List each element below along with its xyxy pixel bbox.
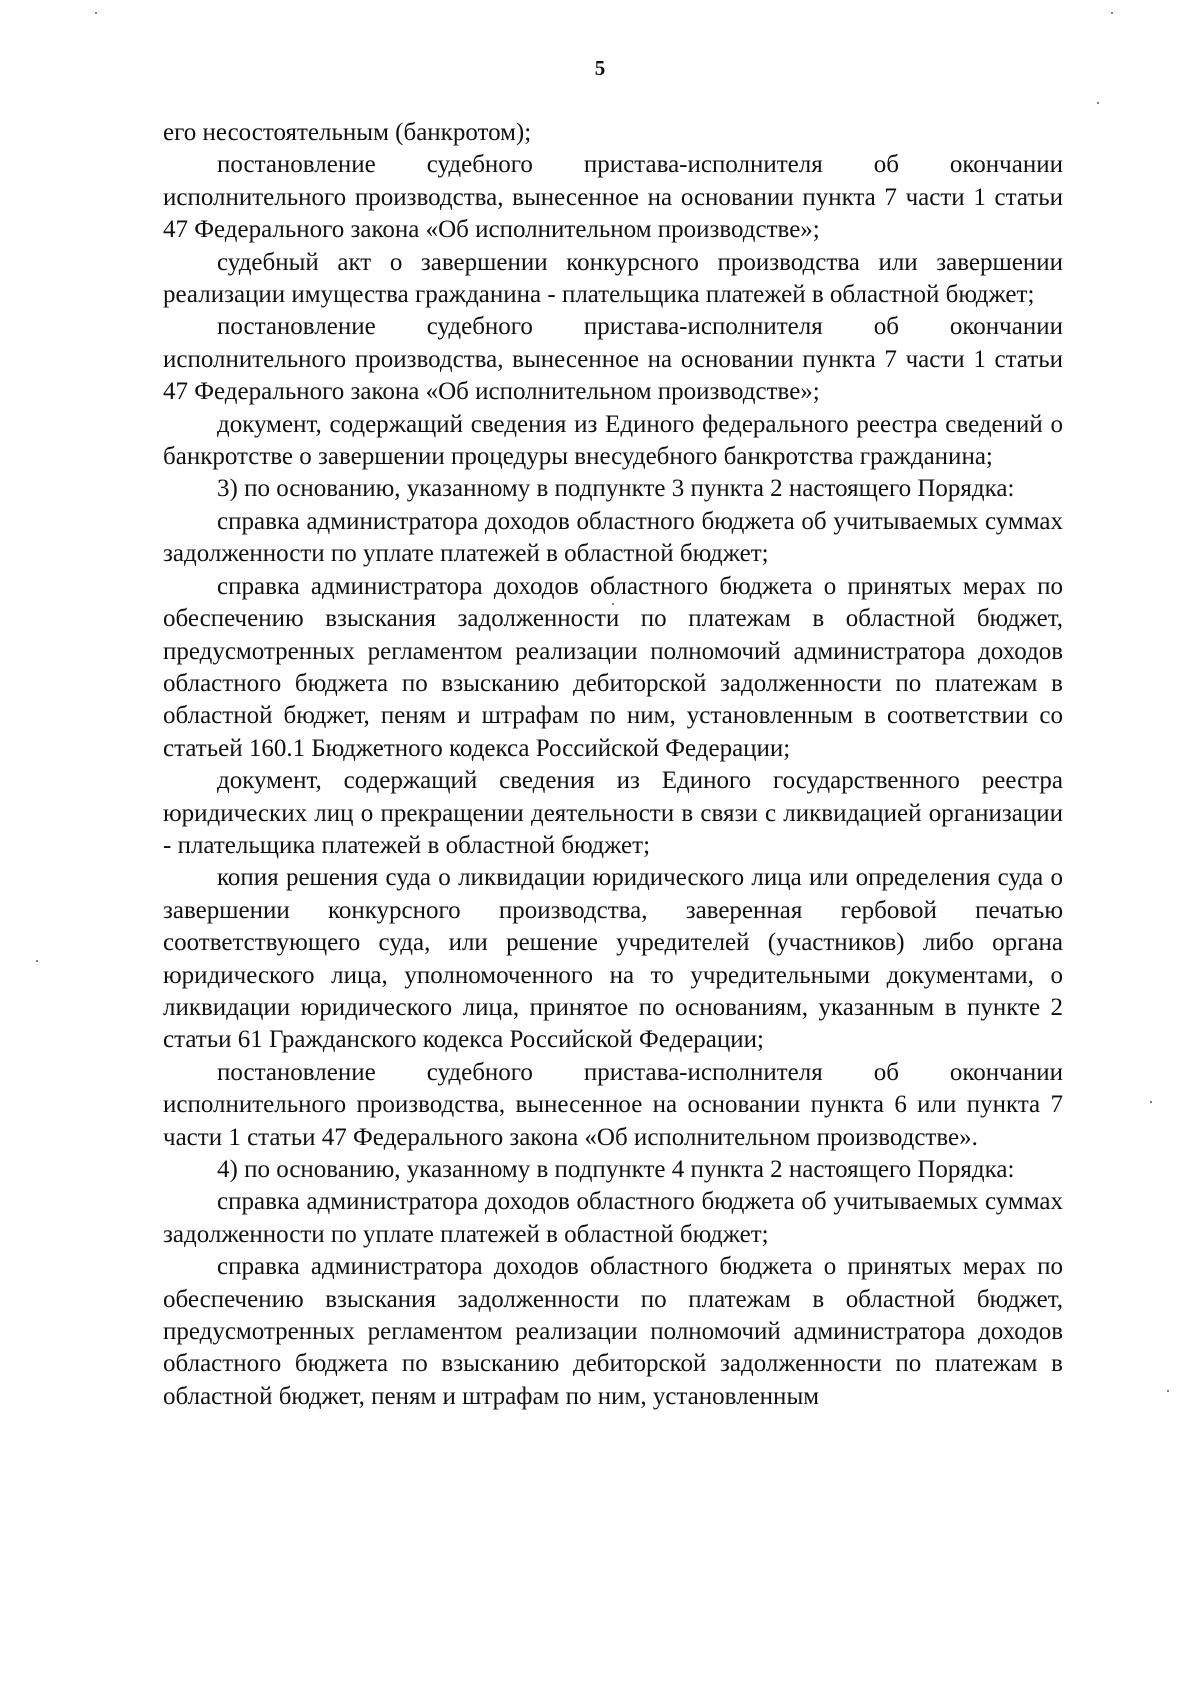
scan-speck [1150,1101,1152,1103]
paragraph: судебный акт о завершении конкурсного производства или завершении реализации имущества гражданина - плательщика платежей в областной бюджет; [163,248,1063,309]
paragraph: справка администратора доходов областного бюджета об учитываемых суммах задолженности по уплате платежей в областной бюджет; [163,507,1063,568]
paragraph: справка администратора доходов областного бюджета о принятых мерах по обеспечению взыскания задолженности по платежам в областной бюджет, предусмотренных регламентом реализации полномочий администратора доходов областного бюджета по взысканию дебиторской задолженности по платежам в областной бюджет, пеням и штрафам по ним, установленным [163,1253,1063,1410]
paragraph: справка администратора доходов областного бюджета об учитываемых суммах задолженности по уплате платежей в областной бюджет; [163,1188,1063,1248]
page-number: 5 [594,56,606,80]
scan-speck [95,12,97,14]
scan-speck [36,960,38,962]
scan-speck [1111,12,1113,14]
paragraph: 3) по основанию, указанному в подпункте 3 пункта 2 настоящего Порядка: [217,475,1015,503]
scan-speck [1097,102,1099,104]
document-body [163,117,1063,1413]
scan-speck [612,603,614,605]
paragraph: 4) по основанию, указанному в подпункте 4 пункта 2 настоящего Порядка: [217,1156,1015,1183]
paragraph: документ, содержащий сведения из Единого федерального реестра сведений о банкротстве о завершении процедуры внесудебного банкротства гражданина; [163,410,1063,471]
paragraph: постановление судебного пристава-исполнителя об окончании исполнительного производства, вынесенное на основании пункта 7 части 1 статьи 47 Федерального закона «Об исполнительном производстве»; [163,313,1063,406]
paragraph: постановление судебного пристава-исполнителя об окончании исполнительного производства, вынесенное на основании пункта 6 или пункта 7 части 1 статьи 47 Федерального закона «Об исполнительном производстве». [163,1058,1063,1151]
paragraph: документ, содержащий сведения из Единого государственного реестра юридических лиц о прекращении деятельности в связи с ликвидацией организации - плательщика платежей в областной бюджет; [163,767,1063,859]
scan-speck [1167,1390,1169,1392]
paragraph: постановление судебного пристава-исполнителя об окончании исполнительного производства, вынесенное на основании пункта 7 части 1 статьи 47 Федерального закона «Об исполнительном производстве»; [163,151,1063,244]
paragraph: справка администратора доходов областного бюджета о принятых мерах по обеспечению взыскания задолженности по платежам в областной бюджет, предусмотренных регламентом реализации полномочий администратора доходов областного бюджета по взысканию дебиторской задолженности по платежам в областной бюджет, пеням и штрафам по ним, установленным в соответствии со статьей 160.1 Бюджетного кодекса Российской Федерации; [163,572,1063,762]
paragraph: его несостоятельным (банкротом); [163,119,532,146]
paragraph: копия решения суда о ликвидации юридического лица или определения суда о завершении конкурсного производства, заверенная гербовой печатью соответствующего суда, или решение учредителей (участников) либо органа юридического лица, уполномоченного на то учредительными документами, о ликвидации юридического лица, принятое по основаниям, указанным в пункте 2 статьи 61 Гражданского кодекса Российской Федерации; [163,864,1063,1054]
